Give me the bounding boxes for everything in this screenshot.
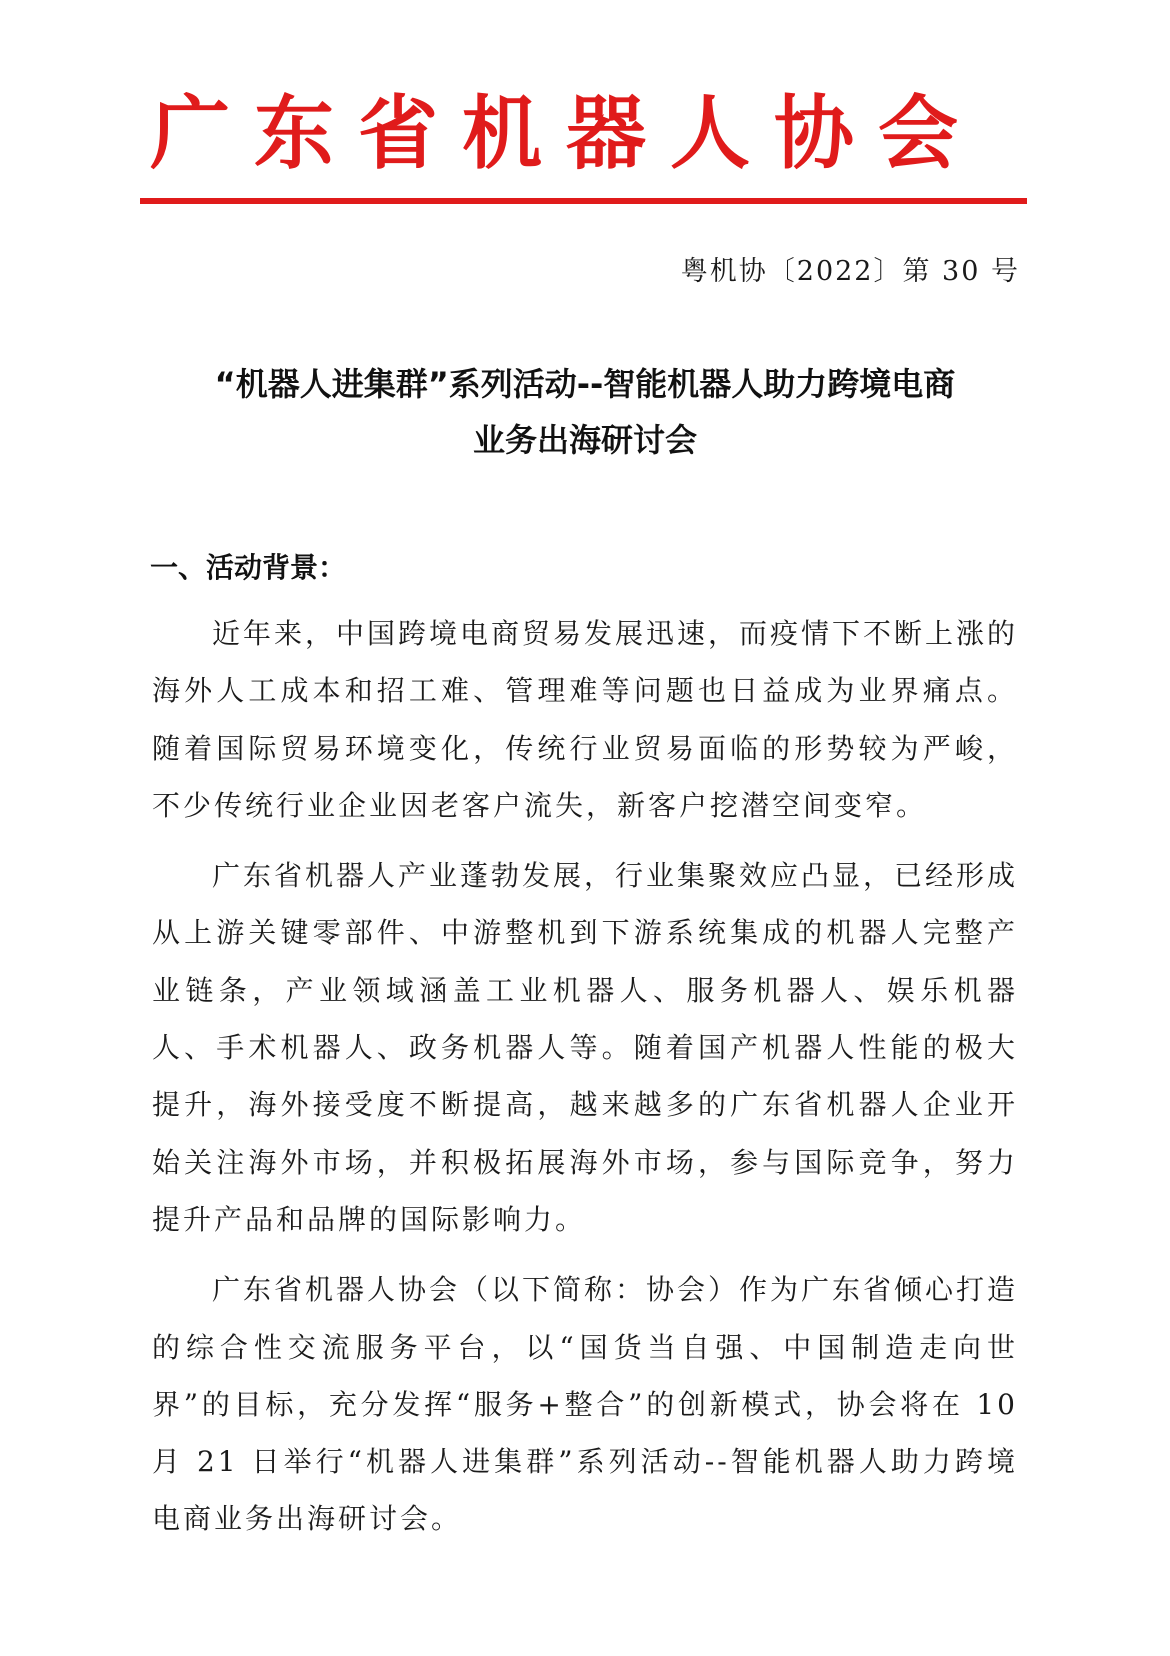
document-number: 粤机协〔2022〕第 30 号	[680, 256, 1020, 287]
document-title	[150, 356, 1020, 468]
document-title-line-1: “机器人进集群”系列活动--智能机器人助力跨境电商	[214, 365, 956, 403]
body-paragraph: 广东省机器人协会（以下简称：协会）作为广东省倾心打造的综合性交流服务平台，以“国货当自强、中国制造走向世界”的目标，充分发挥“服务+整合”的创新模式，协会将在 10 月 21 日举行“机器人进集群”系列活动--智能机器人助力跨境电商业务出海研讨会。	[152, 1273, 1019, 1536]
header-red-rule	[140, 198, 1027, 204]
section-heading-background: 一、活动背景：	[150, 551, 347, 584]
org-header-title: 广东省机器人协会	[150, 87, 982, 180]
body-paragraph: 广东省机器人产业蓬勃发展，行业集聚效应凸显，已经形成从上游关键零部件、中游整机到下游系统集成的机器人完整产业链条，产业领域涵盖工业机器人、服务机器人、娱乐机器人、手术机器人、政务机器人等。随着国产机器人性能的极大提升，海外接受度不断提高，越来越多的广东省机器人企业开始关注海外市场，并积极拓展海外市场，参与国际竞争，努力提升产品和品牌的国际影响力。	[152, 859, 1019, 1236]
document-body	[152, 605, 1018, 1561]
body-paragraph: 近年来，中国跨境电商贸易发展迅速，而疫情下不断上涨的海外人工成本和招工难、管理难等问题也日益成为业界痛点。随着国际贸易环境变化，传统行业贸易面临的形势较为严峻，不少传统行业企业因老客户流失，新客户挖潜空间变窄。	[152, 617, 1019, 822]
document-title-line-2: 业务出海研讨会	[472, 421, 697, 459]
